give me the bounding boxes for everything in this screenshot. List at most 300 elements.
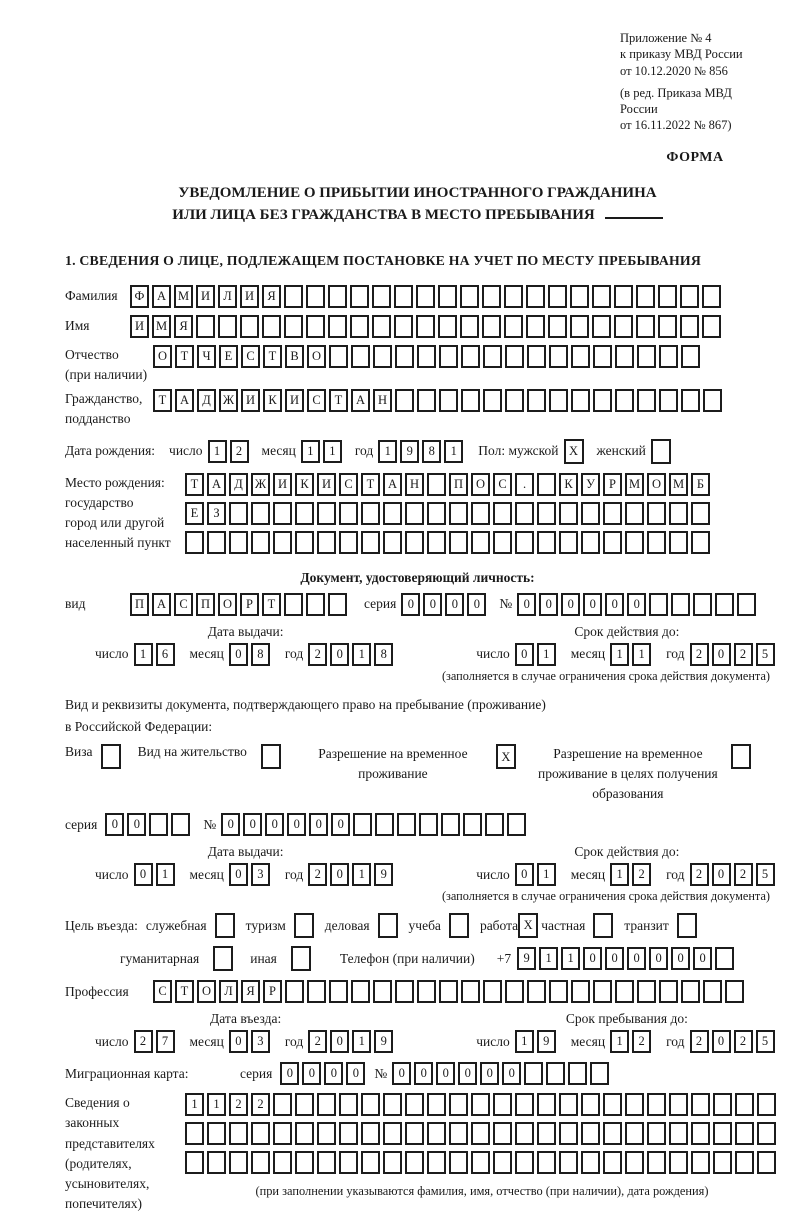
purpose-official-checkbox[interactable] — [215, 913, 238, 938]
char-cell[interactable]: А — [207, 473, 226, 496]
char-cell[interactable]: 0 — [712, 863, 731, 886]
char-cell[interactable]: X — [518, 913, 538, 938]
char-cell[interactable] — [353, 813, 372, 836]
char-cell[interactable] — [449, 531, 468, 554]
char-cell[interactable] — [571, 980, 590, 1003]
char-cell[interactable]: Р — [263, 980, 282, 1003]
char-cell[interactable] — [438, 315, 457, 338]
char-cell[interactable] — [559, 1122, 578, 1145]
guardians-row2-field[interactable] — [185, 1122, 779, 1145]
issue-month-field[interactable] — [229, 643, 273, 666]
issue-year-field[interactable] — [308, 643, 396, 666]
char-cell[interactable]: 8 — [422, 440, 441, 463]
char-cell[interactable] — [417, 980, 436, 1003]
residence-number-field[interactable] — [221, 813, 529, 836]
char-cell[interactable]: И — [285, 389, 304, 412]
char-cell[interactable] — [515, 1093, 534, 1116]
char-cell[interactable] — [471, 1122, 490, 1145]
char-cell[interactable]: 0 — [229, 863, 248, 886]
char-cell[interactable] — [647, 531, 666, 554]
char-cell[interactable] — [361, 1151, 380, 1174]
char-cell[interactable]: 0 — [539, 593, 558, 616]
char-cell[interactable] — [339, 531, 358, 554]
char-cell[interactable]: 0 — [517, 593, 536, 616]
char-cell[interactable] — [460, 285, 479, 308]
char-cell[interactable] — [592, 285, 611, 308]
char-cell[interactable] — [691, 531, 710, 554]
char-cell[interactable] — [735, 1093, 754, 1116]
char-cell[interactable] — [735, 1151, 754, 1174]
char-cell[interactable] — [568, 1062, 587, 1085]
char-cell[interactable]: Л — [219, 980, 238, 1003]
char-cell[interactable]: Т — [153, 389, 172, 412]
char-cell[interactable] — [372, 285, 391, 308]
doc-kind-field[interactable] — [130, 593, 350, 616]
char-cell[interactable]: Т — [175, 980, 194, 1003]
expiry-day-field[interactable] — [515, 863, 559, 886]
char-cell[interactable] — [515, 1151, 534, 1174]
char-cell[interactable]: 5 — [756, 643, 775, 666]
char-cell[interactable] — [405, 502, 424, 525]
char-cell[interactable]: 0 — [671, 947, 690, 970]
char-cell[interactable]: 2 — [308, 1030, 327, 1053]
char-cell[interactable] — [449, 502, 468, 525]
char-cell[interactable] — [581, 531, 600, 554]
char-cell[interactable]: 0 — [583, 593, 602, 616]
char-cell[interactable] — [339, 1122, 358, 1145]
char-cell[interactable]: 0 — [605, 593, 624, 616]
char-cell[interactable] — [625, 1093, 644, 1116]
char-cell[interactable] — [397, 813, 416, 836]
char-cell[interactable] — [383, 1093, 402, 1116]
char-cell[interactable]: X — [564, 439, 584, 464]
char-cell[interactable] — [329, 345, 348, 368]
name-field[interactable] — [130, 315, 724, 338]
char-cell[interactable] — [581, 1151, 600, 1174]
char-cell[interactable]: Ф — [130, 285, 149, 308]
char-cell[interactable] — [493, 502, 512, 525]
char-cell[interactable] — [548, 315, 567, 338]
char-cell[interactable]: И — [130, 315, 149, 338]
char-cell[interactable] — [273, 1151, 292, 1174]
char-cell[interactable]: С — [241, 345, 260, 368]
char-cell[interactable] — [373, 345, 392, 368]
char-cell[interactable] — [449, 913, 469, 938]
char-cell[interactable] — [681, 345, 700, 368]
char-cell[interactable]: 0 — [265, 813, 284, 836]
char-cell[interactable] — [713, 1122, 732, 1145]
char-cell[interactable] — [149, 813, 168, 836]
entry-month-field[interactable] — [229, 1030, 273, 1053]
issue-year-field[interactable] — [308, 863, 396, 886]
char-cell[interactable] — [317, 1093, 336, 1116]
residence-series-field[interactable] — [105, 813, 193, 836]
char-cell[interactable]: С — [339, 473, 358, 496]
char-cell[interactable] — [625, 502, 644, 525]
char-cell[interactable]: 0 — [302, 1062, 321, 1085]
char-cell[interactable] — [527, 389, 546, 412]
char-cell[interactable]: 2 — [308, 863, 327, 886]
char-cell[interactable]: 1 — [352, 1030, 371, 1053]
char-cell[interactable] — [394, 285, 413, 308]
char-cell[interactable]: 2 — [690, 643, 709, 666]
char-cell[interactable]: 0 — [627, 593, 646, 616]
char-cell[interactable]: И — [240, 285, 259, 308]
char-cell[interactable] — [735, 1122, 754, 1145]
char-cell[interactable]: 0 — [243, 813, 262, 836]
char-cell[interactable] — [449, 1093, 468, 1116]
char-cell[interactable] — [378, 913, 398, 938]
stay-year-field[interactable] — [690, 1030, 778, 1053]
char-cell[interactable] — [647, 1093, 666, 1116]
char-cell[interactable] — [361, 531, 380, 554]
char-cell[interactable] — [691, 1122, 710, 1145]
char-cell[interactable] — [471, 1093, 490, 1116]
char-cell[interactable]: Р — [603, 473, 622, 496]
sex-female-checkbox[interactable] — [651, 439, 674, 464]
char-cell[interactable] — [196, 315, 215, 338]
char-cell[interactable]: А — [152, 285, 171, 308]
char-cell[interactable] — [419, 813, 438, 836]
char-cell[interactable] — [581, 1093, 600, 1116]
char-cell[interactable] — [593, 389, 612, 412]
char-cell[interactable]: 0 — [229, 643, 248, 666]
char-cell[interactable]: 2 — [734, 643, 753, 666]
char-cell[interactable] — [651, 439, 671, 464]
char-cell[interactable] — [659, 345, 678, 368]
char-cell[interactable]: 0 — [649, 947, 668, 970]
char-cell[interactable]: О — [218, 593, 237, 616]
char-cell[interactable] — [669, 502, 688, 525]
birthplace-row3-field[interactable] — [185, 531, 713, 554]
char-cell[interactable] — [647, 1151, 666, 1174]
char-cell[interactable]: 2 — [690, 1030, 709, 1053]
char-cell[interactable]: С — [493, 473, 512, 496]
char-cell[interactable] — [427, 1151, 446, 1174]
char-cell[interactable] — [339, 1151, 358, 1174]
char-cell[interactable] — [383, 1151, 402, 1174]
char-cell[interactable]: И — [317, 473, 336, 496]
char-cell[interactable]: О — [471, 473, 490, 496]
birthplace-row2-field[interactable] — [185, 502, 713, 525]
char-cell[interactable]: В — [285, 345, 304, 368]
birth-year-field[interactable] — [378, 440, 466, 463]
char-cell[interactable] — [372, 315, 391, 338]
char-cell[interactable] — [504, 315, 523, 338]
char-cell[interactable] — [581, 502, 600, 525]
char-cell[interactable] — [546, 1062, 565, 1085]
char-cell[interactable]: П — [130, 593, 149, 616]
char-cell[interactable] — [417, 389, 436, 412]
char-cell[interactable] — [659, 389, 678, 412]
char-cell[interactable] — [471, 502, 490, 525]
char-cell[interactable] — [441, 813, 460, 836]
char-cell[interactable] — [306, 593, 325, 616]
char-cell[interactable]: 9 — [537, 1030, 556, 1053]
char-cell[interactable] — [213, 946, 233, 971]
char-cell[interactable]: 2 — [734, 863, 753, 886]
char-cell[interactable]: А — [152, 593, 171, 616]
issue-month-field[interactable] — [229, 863, 273, 886]
char-cell[interactable] — [526, 285, 545, 308]
char-cell[interactable] — [571, 345, 590, 368]
char-cell[interactable]: 1 — [323, 440, 342, 463]
birth-day-field[interactable] — [208, 440, 252, 463]
char-cell[interactable] — [669, 1093, 688, 1116]
char-cell[interactable] — [405, 1093, 424, 1116]
char-cell[interactable] — [251, 1122, 270, 1145]
char-cell[interactable] — [395, 345, 414, 368]
char-cell[interactable] — [317, 1151, 336, 1174]
char-cell[interactable] — [285, 980, 304, 1003]
char-cell[interactable]: 1 — [301, 440, 320, 463]
migration-series-field[interactable] — [280, 1062, 368, 1085]
char-cell[interactable] — [482, 285, 501, 308]
char-cell[interactable] — [548, 285, 567, 308]
char-cell[interactable]: З — [207, 502, 226, 525]
char-cell[interactable]: 8 — [251, 643, 270, 666]
char-cell[interactable]: М — [625, 473, 644, 496]
char-cell[interactable] — [504, 285, 523, 308]
char-cell[interactable] — [614, 285, 633, 308]
char-cell[interactable] — [483, 345, 502, 368]
char-cell[interactable]: 5 — [756, 863, 775, 886]
char-cell[interactable]: С — [307, 389, 326, 412]
char-cell[interactable] — [681, 389, 700, 412]
char-cell[interactable]: 1 — [561, 947, 580, 970]
char-cell[interactable]: 1 — [515, 1030, 534, 1053]
char-cell[interactable] — [427, 502, 446, 525]
char-cell[interactable] — [703, 389, 722, 412]
char-cell[interactable] — [427, 531, 446, 554]
char-cell[interactable] — [691, 502, 710, 525]
purpose-transit-checkbox[interactable] — [677, 913, 700, 938]
char-cell[interactable] — [394, 315, 413, 338]
char-cell[interactable]: 1 — [378, 440, 397, 463]
expiry-year-field[interactable] — [690, 643, 778, 666]
char-cell[interactable] — [251, 502, 270, 525]
char-cell[interactable] — [449, 1151, 468, 1174]
char-cell[interactable] — [713, 1151, 732, 1174]
char-cell[interactable]: 5 — [756, 1030, 775, 1053]
char-cell[interactable] — [493, 531, 512, 554]
char-cell[interactable]: 2 — [134, 1030, 153, 1053]
char-cell[interactable] — [317, 1122, 336, 1145]
temp-permit-checkbox[interactable] — [496, 744, 519, 769]
char-cell[interactable]: Т — [185, 473, 204, 496]
char-cell[interactable] — [317, 502, 336, 525]
char-cell[interactable] — [361, 1122, 380, 1145]
char-cell[interactable] — [395, 389, 414, 412]
char-cell[interactable]: 2 — [229, 1093, 248, 1116]
char-cell[interactable]: 0 — [324, 1062, 343, 1085]
char-cell[interactable]: О — [647, 473, 666, 496]
char-cell[interactable] — [625, 1151, 644, 1174]
char-cell[interactable] — [614, 315, 633, 338]
char-cell[interactable] — [636, 285, 655, 308]
char-cell[interactable] — [328, 593, 347, 616]
char-cell[interactable]: 7 — [156, 1030, 175, 1053]
char-cell[interactable] — [515, 531, 534, 554]
char-cell[interactable]: 0 — [127, 813, 146, 836]
char-cell[interactable]: 0 — [583, 947, 602, 970]
char-cell[interactable] — [581, 1122, 600, 1145]
char-cell[interactable]: Ч — [197, 345, 216, 368]
char-cell[interactable]: 0 — [229, 1030, 248, 1053]
char-cell[interactable] — [328, 315, 347, 338]
char-cell[interactable]: 1 — [537, 643, 556, 666]
char-cell[interactable] — [295, 1122, 314, 1145]
char-cell[interactable] — [603, 1122, 622, 1145]
char-cell[interactable]: 2 — [251, 1093, 270, 1116]
citizenship-field[interactable] — [153, 389, 725, 412]
char-cell[interactable]: 0 — [331, 813, 350, 836]
char-cell[interactable] — [405, 1122, 424, 1145]
char-cell[interactable] — [659, 980, 678, 1003]
surname-field[interactable] — [130, 285, 724, 308]
char-cell[interactable]: 0 — [712, 643, 731, 666]
expiry-year-field[interactable] — [690, 863, 778, 886]
char-cell[interactable] — [493, 1151, 512, 1174]
char-cell[interactable] — [669, 1122, 688, 1145]
char-cell[interactable] — [329, 980, 348, 1003]
char-cell[interactable] — [294, 913, 314, 938]
char-cell[interactable] — [295, 502, 314, 525]
char-cell[interactable]: С — [153, 980, 172, 1003]
char-cell[interactable]: Я — [174, 315, 193, 338]
char-cell[interactable] — [284, 593, 303, 616]
purpose-other-checkbox[interactable] — [291, 946, 314, 971]
char-cell[interactable]: 0 — [515, 643, 534, 666]
char-cell[interactable] — [691, 1093, 710, 1116]
char-cell[interactable] — [527, 345, 546, 368]
char-cell[interactable] — [427, 473, 446, 496]
char-cell[interactable] — [693, 593, 712, 616]
char-cell[interactable]: 1 — [537, 863, 556, 886]
char-cell[interactable]: 1 — [610, 863, 629, 886]
char-cell[interactable] — [439, 345, 458, 368]
char-cell[interactable] — [463, 813, 482, 836]
patronymic-field[interactable] — [153, 345, 703, 368]
purpose-work-checkbox[interactable] — [518, 913, 541, 938]
char-cell[interactable]: 0 — [309, 813, 328, 836]
char-cell[interactable] — [526, 315, 545, 338]
char-cell[interactable] — [171, 813, 190, 836]
char-cell[interactable] — [559, 1151, 578, 1174]
char-cell[interactable] — [537, 1122, 556, 1145]
char-cell[interactable] — [507, 813, 526, 836]
char-cell[interactable] — [625, 1122, 644, 1145]
char-cell[interactable] — [306, 315, 325, 338]
entry-year-field[interactable] — [308, 1030, 396, 1053]
char-cell[interactable] — [731, 744, 751, 769]
char-cell[interactable] — [537, 531, 556, 554]
char-cell[interactable] — [691, 1151, 710, 1174]
char-cell[interactable] — [101, 744, 121, 769]
char-cell[interactable] — [637, 980, 656, 1003]
migration-number-field[interactable] — [392, 1062, 612, 1085]
char-cell[interactable] — [559, 531, 578, 554]
char-cell[interactable]: Т — [361, 473, 380, 496]
char-cell[interactable]: 1 — [610, 1030, 629, 1053]
doc-series-field[interactable] — [401, 593, 489, 616]
char-cell[interactable] — [505, 389, 524, 412]
char-cell[interactable]: 1 — [156, 863, 175, 886]
char-cell[interactable] — [703, 980, 722, 1003]
char-cell[interactable] — [261, 744, 281, 769]
char-cell[interactable] — [757, 1122, 776, 1145]
char-cell[interactable] — [559, 1093, 578, 1116]
char-cell[interactable] — [625, 531, 644, 554]
char-cell[interactable] — [537, 502, 556, 525]
char-cell[interactable]: 1 — [539, 947, 558, 970]
char-cell[interactable]: П — [449, 473, 468, 496]
char-cell[interactable]: 2 — [632, 1030, 651, 1053]
char-cell[interactable]: 0 — [330, 863, 349, 886]
stay-month-field[interactable] — [610, 1030, 654, 1053]
char-cell[interactable] — [615, 345, 634, 368]
char-cell[interactable]: 0 — [436, 1062, 455, 1085]
char-cell[interactable]: И — [196, 285, 215, 308]
char-cell[interactable]: 0 — [105, 813, 124, 836]
char-cell[interactable] — [570, 315, 589, 338]
char-cell[interactable] — [649, 593, 668, 616]
char-cell[interactable] — [273, 1122, 292, 1145]
char-cell[interactable] — [273, 502, 292, 525]
char-cell[interactable]: 1 — [352, 643, 371, 666]
char-cell[interactable] — [549, 345, 568, 368]
char-cell[interactable]: 9 — [400, 440, 419, 463]
char-cell[interactable]: 0 — [561, 593, 580, 616]
char-cell[interactable]: А — [383, 473, 402, 496]
purpose-private-checkbox[interactable] — [593, 913, 616, 938]
char-cell[interactable] — [383, 1122, 402, 1145]
expiry-month-field[interactable] — [610, 643, 654, 666]
char-cell[interactable] — [240, 315, 259, 338]
stay-day-field[interactable] — [515, 1030, 559, 1053]
char-cell[interactable] — [339, 502, 358, 525]
char-cell[interactable] — [207, 1122, 226, 1145]
purpose-humanitarian-checkbox[interactable] — [213, 946, 236, 971]
char-cell[interactable]: 2 — [230, 440, 249, 463]
char-cell[interactable]: 2 — [632, 863, 651, 886]
edu-permit-checkbox[interactable] — [731, 744, 754, 769]
char-cell[interactable] — [439, 980, 458, 1003]
char-cell[interactable]: Д — [197, 389, 216, 412]
char-cell[interactable]: Л — [218, 285, 237, 308]
char-cell[interactable]: X — [496, 744, 516, 769]
char-cell[interactable] — [757, 1151, 776, 1174]
char-cell[interactable] — [669, 1151, 688, 1174]
char-cell[interactable] — [515, 502, 534, 525]
purpose-business-checkbox[interactable] — [378, 913, 401, 938]
char-cell[interactable] — [680, 315, 699, 338]
char-cell[interactable] — [416, 285, 435, 308]
char-cell[interactable]: Т — [263, 345, 282, 368]
char-cell[interactable]: 1 — [185, 1093, 204, 1116]
char-cell[interactable] — [615, 980, 634, 1003]
char-cell[interactable]: А — [175, 389, 194, 412]
char-cell[interactable]: 0 — [445, 593, 464, 616]
doc-number-field[interactable] — [517, 593, 759, 616]
char-cell[interactable]: П — [196, 593, 215, 616]
char-cell[interactable]: И — [273, 473, 292, 496]
phone-field[interactable] — [517, 947, 737, 970]
sex-male-checkbox[interactable] — [564, 439, 587, 464]
char-cell[interactable] — [328, 285, 347, 308]
char-cell[interactable]: 1 — [352, 863, 371, 886]
char-cell[interactable] — [593, 345, 612, 368]
